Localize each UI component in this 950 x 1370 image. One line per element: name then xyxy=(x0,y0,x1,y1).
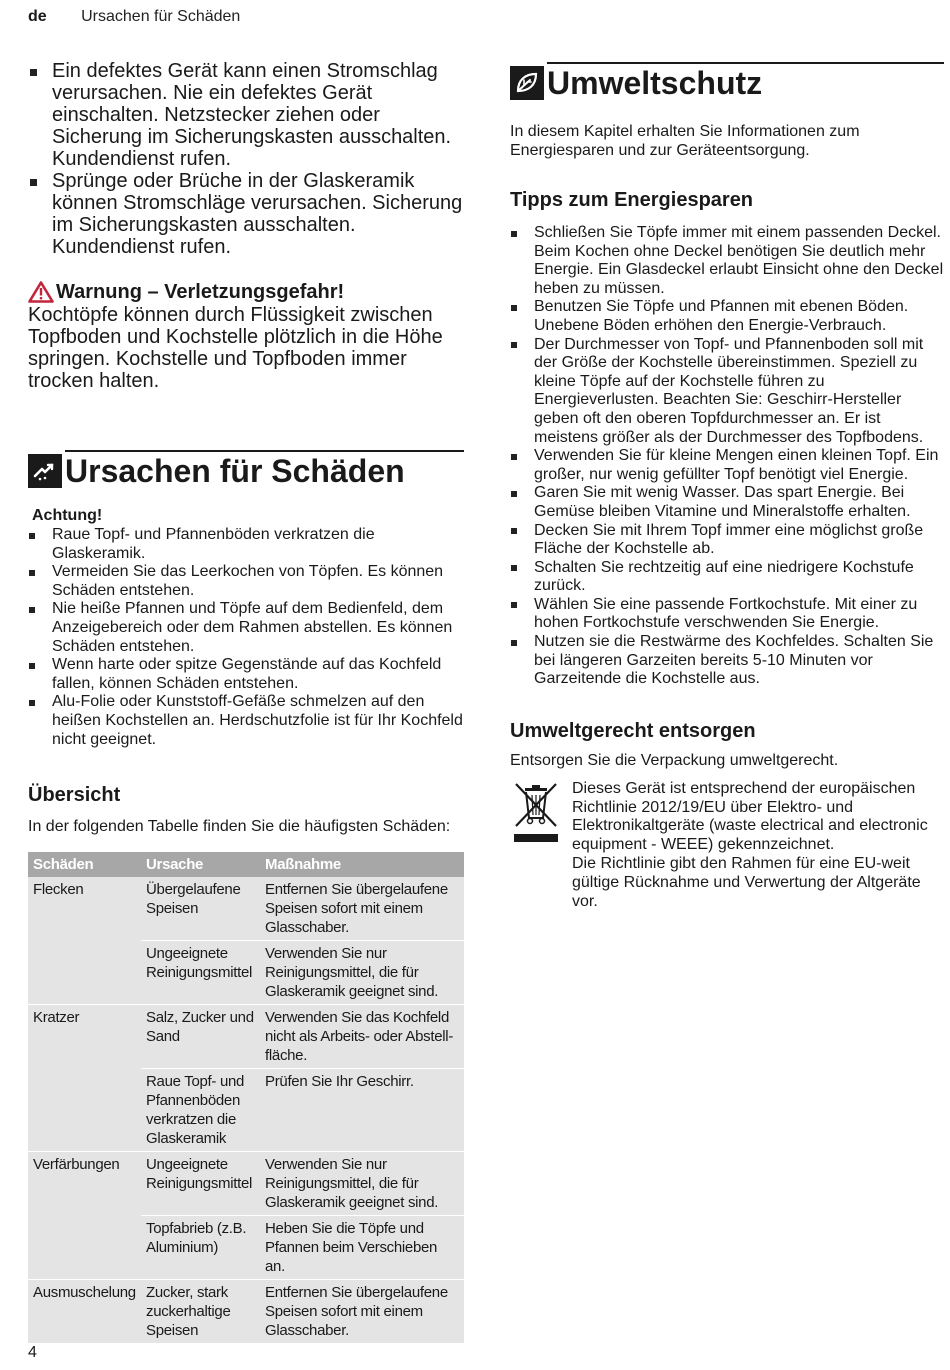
section-heading-environment xyxy=(510,62,944,100)
table-row xyxy=(28,1152,464,1216)
list-item: Wählen Sie eine passende Fortkochstufe. Mit einer zu hohen Fortkochstufe verschwenden Sie Energie. xyxy=(510,596,944,633)
list-item: Nutzen sie die Restwärme des Kochfeldes. Schalten Sie bei längeren Garzeiten bereits 5-10 Minuten vor Garzeitende die Kochstelle aus. xyxy=(510,633,944,689)
overview-heading: Übersicht xyxy=(28,784,121,807)
table-cell: Entfernen Sie übergelaufene Speisen sofort mit einem Glasschaber. xyxy=(260,1280,464,1344)
list-item: Vermeiden Sie das Leerkochen von Töpfen. Es können Schäden entstehen. xyxy=(28,563,464,600)
left-column xyxy=(28,60,464,1343)
page-number: 4 xyxy=(28,1344,37,1361)
weee-block xyxy=(510,780,944,912)
table-cell xyxy=(28,941,141,1005)
list-item: Schließen Sie Töpfe immer mit einem passenden Deckel. Beim Kochen ohne Deckel benötigen Sie deutlich mehr Energie. Ein Glasdeckel erlaubt Einsicht ohne den Deckel heben zu müssen. xyxy=(510,224,944,298)
table-cell: Prüfen Sie Ihr Geschirr. xyxy=(260,1069,464,1152)
table-cell: Kratzer xyxy=(28,1005,141,1069)
table-cell: Ungeeignete Reinigungsmittel xyxy=(141,1152,260,1216)
table-cell: Verwenden Sie nur Reinigungsmittel, die für Glaskeramik geeignet sind. xyxy=(260,1152,464,1216)
table-cell: Raue Topf- und Pfannenböden verkratzen die Glaskeramik xyxy=(141,1069,260,1152)
section-title: Ursachen für Schäden xyxy=(65,450,464,488)
list-item: Der Durchmesser von Topf- und Pfannenboden soll mit der Größe der Kochstelle übereinstimmen. Speziell zu kleine Töpfe auf der Kochstelle führen zu Energieverlusten. Beachten Sie: Geschirr-Hersteller geben oft den oberen Topfdurchmesser an. Er ist meistens größer als der Durchmesser des Topfbodens. xyxy=(510,336,944,448)
list-item: Sprünge oder Brüche in der Glaskeramik können Stromschläge verursachen. Sicherung im Sicherungskasten ausschalten. Kundendienst rufen. xyxy=(28,170,464,258)
table-cell: Zucker, stark zuckerhaltige Speisen xyxy=(141,1280,260,1344)
column-header: Maßnahme xyxy=(260,852,464,877)
table-cell: Übergelaufene Speisen xyxy=(146,881,241,918)
table-cell: Verwenden Sie nur Reinigungsmittel, die für Glaskeramik geeignet sind. xyxy=(260,941,464,1005)
warning-title: Warnung – Verletzungsgefahr! xyxy=(56,281,345,303)
list-item: Raue Topf- und Pfannenböden verkratzen die Glaskeramik. xyxy=(28,526,464,563)
list-item: Ein defektes Gerät kann einen Stromschlag verursachen. Nie ein defektes Gerät einschalten. Netzstecker ziehen oder Sicherung im Sicherungskasten ausschalten. Kundendienst rufen. xyxy=(28,60,464,170)
list-item: Alu-Folie oder Kunststoff-Gefäße schmelzen auf den heißen Kochstellen an. Herdschutzfolie ist für Ihr Kochfeld nicht geeignet. xyxy=(28,693,464,749)
table-cell xyxy=(28,1216,141,1280)
table-row xyxy=(28,1280,464,1344)
list-item: Verwenden Sie für kleine Mengen einen kleinen Topf. Ein großer, nur wenig gefüllter Topf benötigt viel Energie. xyxy=(510,447,944,484)
list-item: Benutzen Sie Töpfe und Pfannen mit ebenen Böden. Unebene Böden erhöhen den Energie-Verbrauch. xyxy=(510,298,944,335)
list-item: Nie heiße Pfannen und Töpfe auf dem Bedienfeld, dem Anzeigebereich oder dem Rahmen abstellen. Es können Schäden entstehen. xyxy=(28,600,464,656)
safety-bullet-list xyxy=(28,60,464,258)
weee-text-block xyxy=(572,780,944,912)
table-cell: Ungeeignete Reinigungsmittel xyxy=(141,941,260,1005)
environment-intro: In diesem Kapitel erhalten Sie Informationen zum Energiesparen und zur Geräteentsorgung. xyxy=(510,123,860,159)
table-cell: Verwenden Sie das Kochfeld nicht als Arbeits- oder Abstellfläche. xyxy=(260,1005,464,1069)
section-heading-damage xyxy=(28,450,464,488)
table-row xyxy=(28,1069,464,1152)
caution-label: Achtung! xyxy=(32,507,103,524)
table-cell: Salz, Zucker und Sand xyxy=(141,1005,260,1069)
page-header xyxy=(28,8,240,26)
weee-directive-text: Die Richtlinie gibt den Rahmen für eine EU-weit gültige Rücknahme und Verwertung der Altgeräte vor. xyxy=(572,855,921,910)
crossed-out-bin-icon xyxy=(510,780,572,912)
warning-text: Kochtöpfe können durch Flüssigkeit zwischen Topfboden und Kochstelle plötzlich in die Höhe springen. Kochstelle und Topfboden immer trocken halten. xyxy=(28,304,443,392)
energy-tips-heading: Tipps zum Energiesparen xyxy=(510,189,754,211)
table-cell: Entfernen Sie übergelaufene Speisen sofort mit einem Glasschaber. xyxy=(265,881,448,937)
table-cell: Flecken xyxy=(33,881,84,899)
table-row xyxy=(28,1216,464,1280)
disposal-heading: Umweltgerecht entsorgen xyxy=(510,719,756,742)
list-item: Schalten Sie rechtzeitig auf eine niedrigere Kochstufe zurück. xyxy=(510,559,944,596)
section-title: Umweltschutz xyxy=(547,62,944,100)
right-column xyxy=(510,62,944,911)
damage-table xyxy=(28,852,464,1343)
running-title: Ursachen für Schäden xyxy=(81,8,241,25)
damage-icon xyxy=(28,454,62,488)
table-row xyxy=(28,1005,464,1069)
disposal-text: Entsorgen Sie die Verpackung umweltgerecht. xyxy=(510,751,839,769)
table-cell xyxy=(28,1069,141,1152)
warning-heading xyxy=(28,280,464,304)
warning-triangle-icon xyxy=(28,281,54,303)
list-item: Garen Sie mit wenig Wasser. Das spart Energie. Bei Gemüse bleiben Vitamine und Mineralstoffe erhalten. xyxy=(510,484,944,521)
caution-bullet-list xyxy=(28,526,464,749)
language-code: de xyxy=(28,8,47,25)
list-item: Decken Sie mit Ihrem Topf immer eine möglichst große Fläche der Kochstelle ab. xyxy=(510,522,944,559)
table-header-row xyxy=(28,852,464,877)
table-row xyxy=(28,941,464,1005)
energy-tips-list xyxy=(510,224,944,689)
table-cell: Topfabrieb (z.B. Aluminium) xyxy=(141,1216,260,1280)
table-cell: Verfärbungen xyxy=(28,1152,141,1216)
weee-text: Dieses Gerät ist entsprechend der europäischen Richtlinie 2012/19/EU über Elektro- und Elektronikaltgeräte (waste electrical and electronic equipment - WEEE) gekennzeichnet. xyxy=(572,779,928,854)
table-cell: Heben Sie die Töpfe und Pfannen beim Verschieben an. xyxy=(260,1216,464,1280)
column-header: Schäden xyxy=(28,852,141,877)
overview-text: In der folgenden Tabelle finden Sie die häufigsten Schäden: xyxy=(28,818,451,836)
leaf-icon xyxy=(510,66,544,100)
list-item: Wenn harte oder spitze Gegenstände auf das Kochfeld fallen, können Schäden entstehen. xyxy=(28,656,464,693)
table-row xyxy=(28,877,464,941)
table-cell: Ausmuschelung xyxy=(28,1280,141,1344)
column-header: Ursache xyxy=(141,852,260,877)
